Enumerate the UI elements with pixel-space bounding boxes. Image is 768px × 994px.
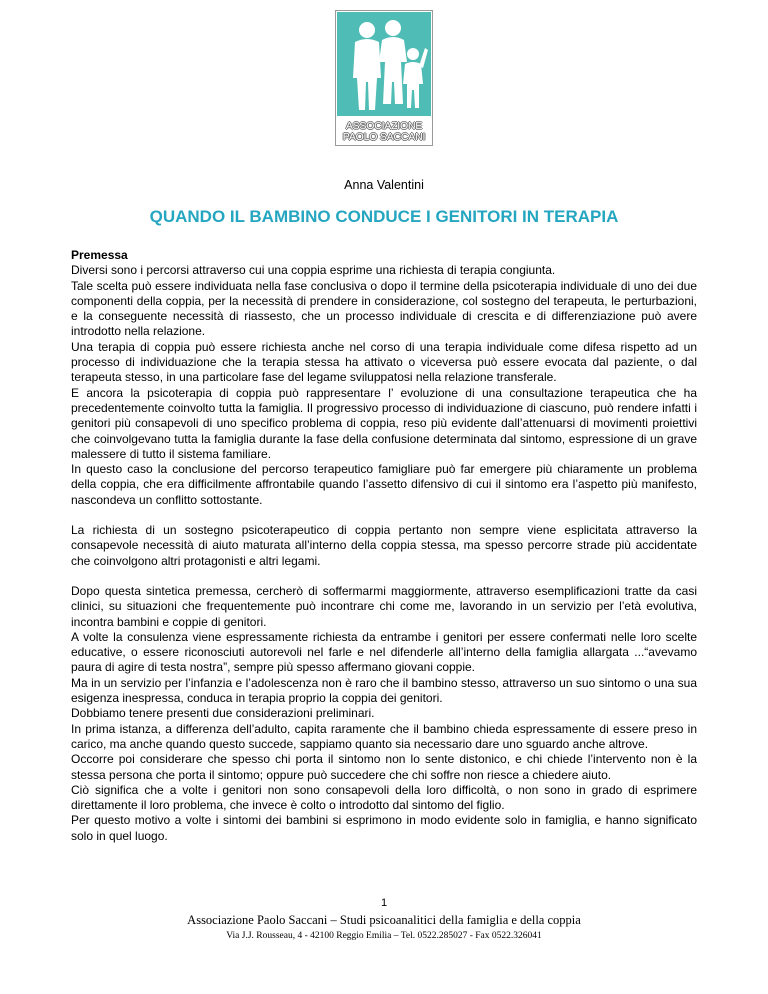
paragraph: In prima istanza, a differenza dell’adulto, capita raramente che il bambino chieda espressamente di essere preso in carico, ma anche quando questo succede, sappiamo quanto sia necessario dare uno sguardo anche altrove. <box>71 721 697 751</box>
document-title: QUANDO IL BAMBINO CONDUCE I GENITORI IN TERAPIA <box>149 207 619 226</box>
page-number: 1 <box>380 897 388 909</box>
association-logo <box>335 10 433 146</box>
footer-organization: Associazione Paolo Saccani – Studi psicoanalitici della famiglia e della coppia <box>187 913 581 927</box>
logo-text-line1: ASSOCIAZIONE <box>345 120 423 132</box>
paragraph: Occorre poi considerare che spesso chi porta il sintomo non lo sente distonico, e chi chiede l’intervento non è la stessa persona che porta il sintomo; oppure può succedere che chi soffre non riesce a chiedere aiuto. <box>71 752 697 782</box>
paragraph: In questo caso la conclusione del percorso terapeutico famigliare può far emergere più chiaramente un problema della coppia, che era difficilmente affrontabile quando l’assetto difensivo di cui il sintomo era l’aspetto più manifesto, nascondeva un conflitto sottostante. <box>71 462 697 507</box>
paragraph: Dopo questa sintetica premessa, cercherò di soffermarmi maggiormente, attraverso esemplificazioni tratte da casi clinici, su situazioni che frequentemente può incontrare chi come me, lavorando in un servizio per l’età evolutiva, incontra bambini e coppie di genitori. <box>71 583 697 629</box>
paragraph: Tale scelta può essere individuata nella fase conclusiva o dopo il termine della psicoterapia individuale di uno dei due componenti della coppia, per la necessità di prendere in considerazione, col sostegno del terapeuta, le perturbazioni, e la conseguente necessità di riassesto, che un processo individuale di crescita e di differenziazione può avere introdotto nella relazione. <box>71 278 697 339</box>
footer-address: Via J.J. Rousseau, 4 - 42100 Reggio Emilia – Tel. 0522.285027 - Fax 0522.326041 <box>226 931 542 941</box>
paragraph: E ancora la psicoterapia di coppia può rappresentare l’ evoluzione di una consultazione terapeutica che ha precedentemente coinvolto tutta la famiglia. Il progressivo processo di individuazione di ciascuno, può rendere infatti i genitori più consapevoli di uno specifico problema di coppia, reso più evidente dall’attenuarsi di movimenti proiettivi che coinvolgevano tutta la famiglia durante la fase della confusione determinata dal sintomo, espressione di un grave malessere di tutto il sistema familiare. <box>71 385 697 461</box>
logo-wordmark <box>337 121 431 142</box>
paragraph: Una terapia di coppia può essere richiesta anche nel corso di una terapia individuale come difesa rispetto ad un processo di individuazione che la terapia stessa ha attivato o viceversa può essere evocata dal paziente, o dal terapeuta stesso, in una particolare fase del legame sviluppatosi nella relazione transferale. <box>71 339 697 385</box>
author-name: Anna Valentini <box>344 178 424 192</box>
logo-text-line2: PAOLO SACCANI <box>342 130 426 143</box>
family-figures-icon <box>337 12 431 116</box>
document-body <box>71 248 697 844</box>
paragraph: Diversi sono i percorsi attraverso cui una coppia esprime una richiesta di terapia congiunta. <box>71 263 556 278</box>
paragraph: Per questo motivo a volte i sintomi dei bambini si esprimono in modo evidente solo in famiglia, e hanno significato solo in quel luogo. <box>71 813 697 843</box>
section-heading: Premessa <box>71 248 128 262</box>
paragraph: Ciò significa che a volte i genitori non sono consapevoli della loro difficoltà, o non sono in grado di esprimere direttamente il loro problema, che invece è colto o introdotto dal sintomo del figlio. <box>71 782 697 813</box>
paragraph: La richiesta di un sostegno psicoterapeutico di coppia pertanto non sempre viene esplicitata attraverso la consapevole necessità di aiuto maturata all’interno della coppia stessa, ma spesso percorre strade più accidentate che coinvolgono altri protagonisti e altri legami. <box>71 523 697 568</box>
paragraph: Ma in un servizio per l’infanzia e l’adolescenza non è raro che il bambino stesso, attraverso un suo sintomo o una sua esigenza inespressa, conduca in terapia proprio la coppia dei genitori. <box>71 675 697 706</box>
paragraph: Dobbiamo tenere presenti due considerazioni preliminari. <box>71 706 375 721</box>
paragraph: A volte la consulenza viene espressamente richiesta da entrambe i genitori per essere confermati nelle loro scelte educative, o essere riconosciuti autorevoli nel farle e nel difenderle all’interno della famiglia allargata ...“avevamo paura di agire di testa nostra”, sempre più spesso affermano giovani coppie. <box>71 629 697 675</box>
